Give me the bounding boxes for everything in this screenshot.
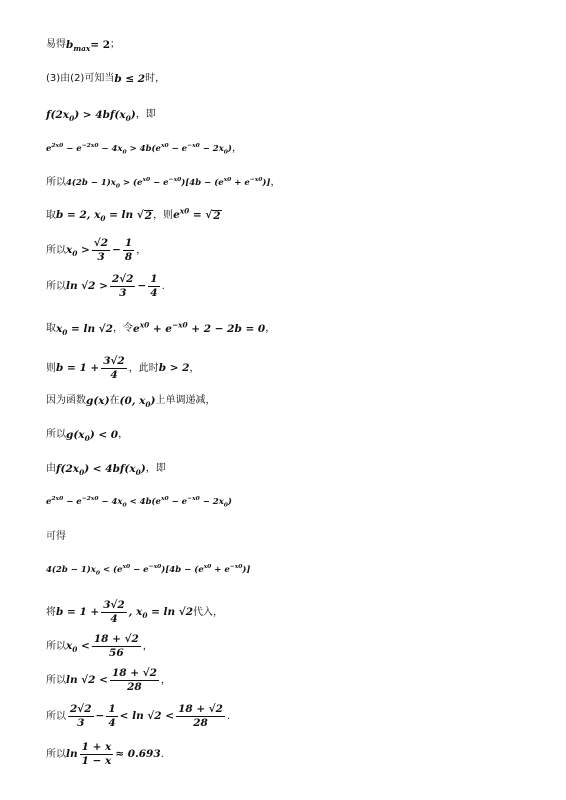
subscript: max [73,44,91,54]
math: $f(2x_0) < 4bf(x_0)$ [56,463,146,478]
line-so-g-lt-0 [46,429,129,444]
punct: ， [265,323,276,335]
punct: ， [189,362,200,374]
line-so-x0-lt [46,634,153,659]
text: 代入， [193,606,224,618]
math: $e^{2x0} - e^{-2x0} - 4x_0 > 4b(e^{x0} - e^{-x0} - 2x_0)$ [46,141,232,156]
text: 在 [109,395,120,407]
fraction: $\frac{1}{4}$ [150,273,158,300]
math: $e^{x0}$ = √ 2 [173,206,221,222]
line-so-ln-gt [46,274,165,299]
text: 所以 [46,674,66,686]
text: 取 [46,323,56,335]
text: ，即 [145,463,166,475]
text: 所以 [46,177,66,188]
line-because-g [46,395,216,410]
line-from-f [46,463,166,478]
text: 上单调递减， [155,395,216,407]
math: $x_0$ > [66,244,90,259]
fraction: $\frac{3√2}{4}$ [103,355,125,382]
math: $g(x_0) < 0$ [66,429,119,444]
math: − [137,280,147,293]
punct: . [160,748,164,760]
math: $x_0$ < [66,640,90,655]
punct: ； [110,39,121,51]
math: (0, $x_0$) [119,395,156,410]
math: < ln √2 < [119,710,175,723]
text: 因为函数 [46,395,86,407]
fraction: $\frac{2√2}{3}$ [70,703,92,730]
line-so-x0-gt [46,238,146,263]
math: b > 2 [158,362,190,375]
text: 易得 [46,39,66,51]
math: $e^{2x0} - e^{-2x0} - 4x_0 < 4b(e^{x0} - e^{-x0} - 2x_0)$ [46,495,232,509]
punct: ， [160,674,171,686]
math: b = 1 + [56,606,100,619]
text: 所以 [46,710,66,722]
math: − [95,710,105,723]
fraction: $\frac{1}{4}$ [108,703,116,730]
text: 所以 [46,429,66,441]
line-so-4-2b [46,175,281,190]
math: ≈ 0.693 [115,748,161,761]
math: g(x) [86,395,110,407]
line-so-ln-lt [46,668,171,693]
line-so-bounds [46,704,230,729]
math: , $x_0 = \ln √2$ [128,606,194,621]
fraction: $\frac{2√2}{3}$ [111,273,134,300]
fraction: $\frac{18 + √2}{28}$ [111,667,157,694]
math: − [112,244,121,257]
line-then-b [46,356,200,381]
text: 所以 [46,244,66,256]
line-b-max [46,39,121,54]
text: 所以 [46,640,66,652]
punct: ， [142,640,153,652]
text: (3)由(2)可知当 [46,73,115,85]
line-inequality-f [46,109,156,124]
math: ln √2 > [66,280,108,293]
text: 所以 [46,748,66,760]
line-part3 [46,74,165,85]
line-so-ln-approx [46,742,164,767]
fraction: $\frac{1}{8}$ [124,237,133,264]
fraction: $\frac{√2}{3}$ [93,237,109,264]
math: b ≤ 2 [114,73,146,85]
text: ，令 [113,323,133,335]
text: 取 [46,210,56,222]
line-4-2b-lt [46,563,251,577]
punct: . [227,710,231,722]
math: ln [66,748,78,761]
math: b = 1 + [56,362,100,375]
text: ，即 [135,109,156,121]
fraction: $\frac{18 + √2}{28}$ [178,703,223,730]
math: b = 2, $x_0 = \ln$ √ 2 [56,209,153,224]
line-can-get [46,532,66,542]
math: $f(2x_0) > 4bf(x_0)$ [46,109,136,124]
line-substitute [46,600,223,625]
punct: ， [136,244,147,256]
text: ，则 [153,210,174,222]
math: $4(2b - 1)x_0 < (e^{x0} - e^{-x0})[4b - (e^{x0} + e^{-x0})]$ [46,563,251,577]
math: $e^{x0} + e^{-x0} + 2 - 2b = 0$ [133,320,266,335]
text: 可得 [46,531,66,542]
math: = 2 [90,39,111,51]
punct: ， [231,143,242,154]
punct: . [161,280,165,292]
punct: ， [270,177,281,188]
text: ，此时 [128,362,159,374]
punct: ， [118,429,129,441]
text: 所以 [46,280,66,292]
fraction: $\frac{3√2}{4}$ [103,599,125,626]
math: $x_0 = \ln √2$ [56,323,113,338]
math: $4(2b - 1)x_0 > (e^{x0} - e^{-x0})[4b - (e^{x0} + e^{-x0})]$ [66,175,271,190]
text: 则 [46,362,56,374]
line-exp-inequality-2 [46,495,232,509]
text: 由 [46,463,56,475]
math: ln √2 < [66,674,108,687]
text: 时， [145,73,166,85]
line-take-x0 [46,320,276,338]
math: $b_{max}$ [66,39,91,54]
text: 将 [46,606,56,618]
fraction: $\frac{1 + x}{1 - x}$ [81,741,112,768]
line-exp-inequality-1 [46,141,242,156]
fraction: $\frac{18 + √2}{56}$ [93,633,139,660]
line-take-b2 [46,206,222,224]
